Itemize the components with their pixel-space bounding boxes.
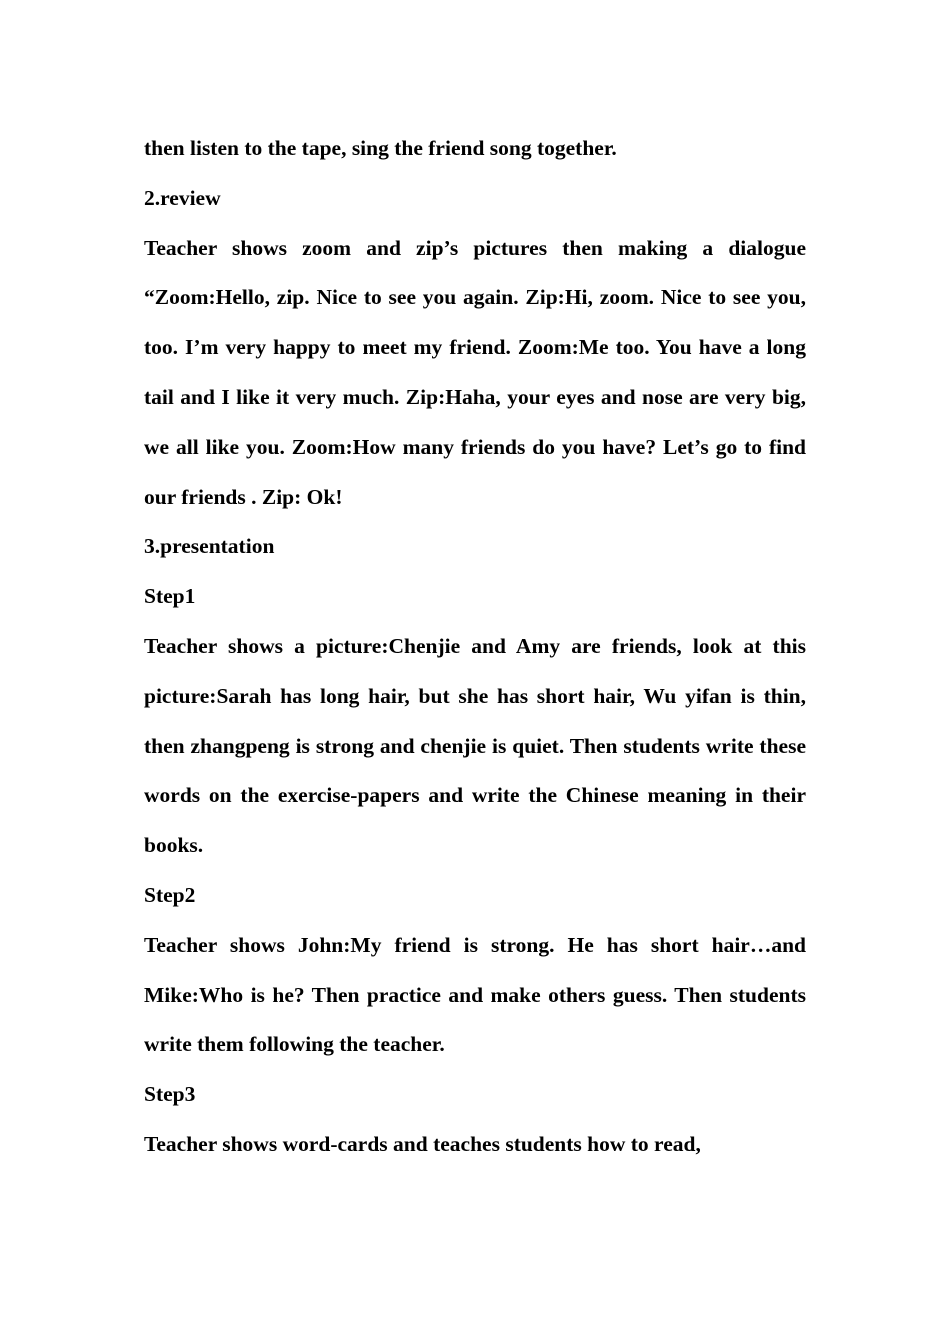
paragraph-review-dialogue: Teacher shows zoom and zip’s pictures then making a dialogue “Zoom:Hello, zip. Nice to see you again. Zip:Hi, zoom. Nice to see you, too. I’m very happy to meet my friend. Zoom:Me too. You have a long tail and I like it very much. Zip:Haha, your eyes and nose are very big, we all like you. Zoom:How many friends do you have? Let’s go to find our friends . Zip: Ok!	[144, 235, 806, 509]
heading-step2: Step2	[144, 882, 196, 907]
paragraph-step1: Teacher shows a picture:Chenjie and Amy are friends, look at this picture:Sarah has long hair, but she has short hair, Wu yifan is thin, then zhangpeng is strong and chenjie is quiet. Then students write these words on the exercise-papers and write the Chinese meaning in their books.	[144, 633, 806, 858]
heading-presentation: 3.presentation	[144, 534, 275, 559]
paragraph-step2: Teacher shows John:My friend is strong. He has short hair…and Mike:Who is he? Then practice and make others guess. Then students write them following the teacher.	[144, 932, 806, 1057]
heading-step1: Step1	[144, 584, 196, 609]
paragraph-step3: Teacher shows word-cards and teaches students how to read,	[144, 1131, 701, 1156]
paragraph-intro-continuation: then listen to the tape, sing the friend song together.	[144, 136, 617, 160]
heading-step3: Step3	[144, 1082, 196, 1107]
heading-review: 2.review	[144, 185, 221, 210]
document-page	[144, 124, 806, 1170]
